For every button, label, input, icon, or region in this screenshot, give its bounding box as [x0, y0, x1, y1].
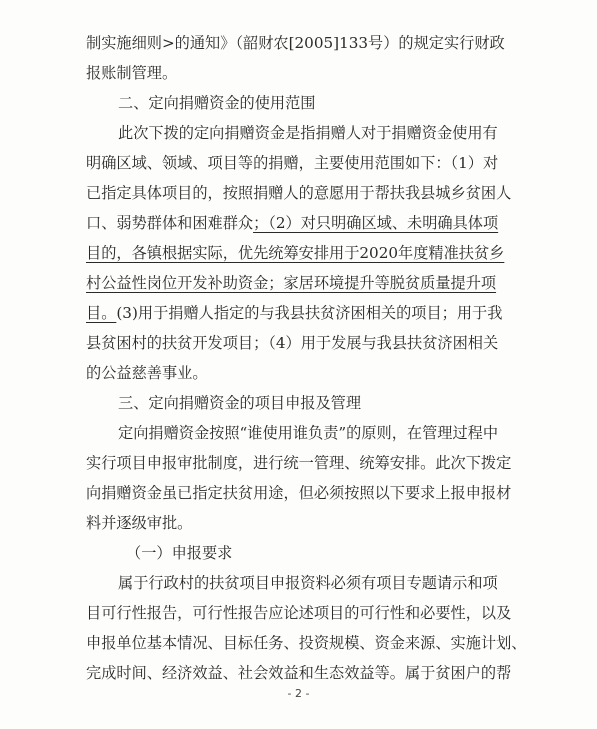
text-segment: 的公益慈善事业。 [86, 364, 208, 382]
text-line [86, 388, 526, 418]
text-line [86, 628, 526, 658]
text-line [86, 658, 526, 688]
text-segment: 申报单位基本情况、目标任务、投资规模、资金来源、实施计划、 [86, 634, 527, 652]
text-segment: 定向捐赠资金按照“谁使用谁负责”的原则，在管理过程中 [118, 424, 499, 442]
text-segment: 制实施细则>的通知》（韶财农[2005]133号）的规定实行财政 [86, 34, 505, 52]
underlined-text: 目。 [86, 304, 117, 322]
text-segment: 报账制管理。 [86, 64, 178, 82]
text-line [86, 418, 526, 448]
text-line [86, 88, 526, 118]
text-segment: 实行项目申报审批制度，进行统一管理、统筹安排。此次下拨定 [86, 454, 512, 472]
text-line [86, 598, 526, 628]
text-line [86, 478, 526, 508]
text-segment: 目可行性报告，可行性报告应论述项目的可行性和必要性，以及 [86, 604, 512, 622]
text-segment: 此次下拨的定向捐赠资金是指捐赠人对于捐赠资金使用有 [118, 124, 498, 142]
document-body [86, 28, 526, 688]
text-line [86, 58, 526, 88]
text-line [86, 28, 526, 58]
text-segment: （一）申报要求 [126, 544, 233, 562]
text-line [86, 508, 526, 538]
text-line [86, 358, 526, 388]
underlined-text: 村公益性岗位开发补助资金；家居环境提升等脱贫质量提升项 [86, 274, 497, 292]
text-line [86, 238, 526, 268]
text-line [86, 448, 526, 478]
text-segment: 料并逐级审批。 [86, 514, 193, 532]
text-line [86, 148, 526, 178]
text-segment: 完成时间、经济效益、社会效益和生态效益等。属于贫困户的帮 [86, 664, 512, 682]
text-segment: 口、弱势群体和困难群众 [86, 214, 254, 232]
text-segment: (3)用于捐赠人指定的与我县扶贫济困相关的项目；用于我 [116, 304, 503, 322]
page-number: - 2 - [287, 687, 310, 700]
text-segment: 三、定向捐赠资金的项目申报及管理 [118, 394, 361, 412]
text-segment: 属于行政村的扶贫项目申报资料必须有项目专题请示和项 [118, 574, 498, 592]
text-line [86, 538, 526, 568]
text-line [86, 208, 526, 238]
text-segment: 向捐赠资金虽已指定扶贫用途，但必须按照以下要求上报申报材 [86, 484, 512, 502]
text-segment: 明确区域、领域、项目等的捐赠，主要使用范围如下：（1）对 [86, 154, 499, 172]
text-segment: 县贫困村的扶贫开发项目；（4）用于发展与我县扶贫济困相关 [86, 334, 499, 352]
text-line [86, 118, 526, 148]
text-line [86, 298, 526, 328]
text-line [86, 328, 526, 358]
underlined-text: 目的，各镇根据实际，优先统筹安排用于2020年度精准扶贫乡 [86, 244, 505, 262]
text-line [86, 568, 526, 598]
text-line [86, 268, 526, 298]
text-segment: 已指定具体项目的，按照捐赠人的意愿用于帮扶我县城乡贫困人 [86, 184, 512, 202]
text-line [86, 178, 526, 208]
underlined-text: ；（2）对只明确区域、未明确具体项 [253, 214, 499, 232]
text-segment: 二、定向捐赠资金的使用范围 [118, 94, 316, 112]
